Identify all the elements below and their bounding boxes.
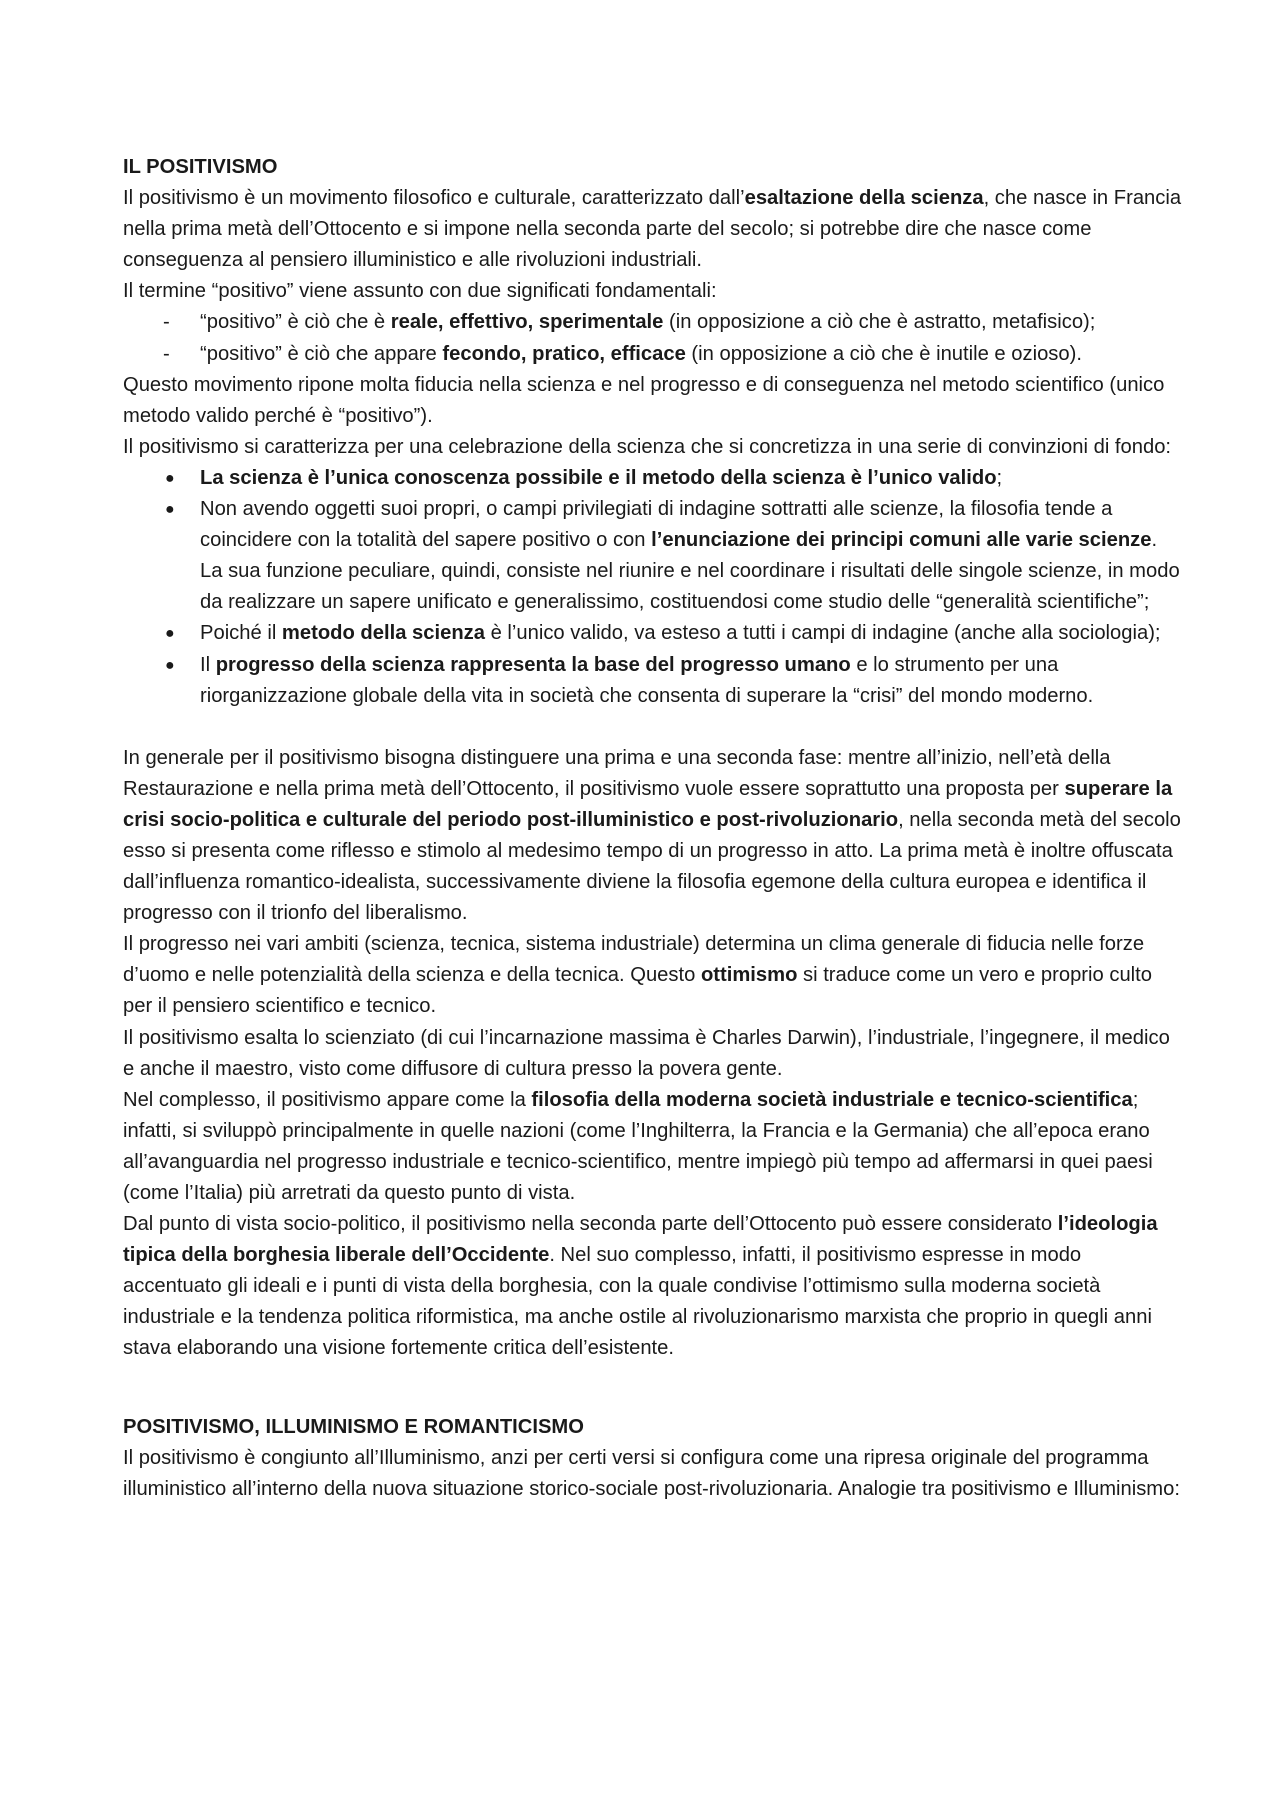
bold-text: l’ideologia tipica della borghesia liberale dell’Occidente [123,1213,1158,1267]
text-span: (in opposizione a ciò che è astratto, metafisico); [663,311,1096,334]
bullet-marker: ● [165,501,175,519]
text-span: Non avendo oggetti suoi propri, o campi privilegiati di indagine sottratti alle scienze, la filosofia tende a coincidere con la totalità del sapere positivo o con [200,498,1113,552]
bold-text: filosofia della moderna società industriale e tecnico-scientifica [531,1088,1133,1111]
document-page [123,152,1185,1505]
bold-text: l’enunciazione dei principi comuni alle varie scienze [651,529,1152,552]
text-span: , nella seconda metà del secolo esso si presenta come riflesso e stimolo al medesimo tempo di un progresso in atto. La prima metà è inoltre offuscata dall’influenza romantico-idealista, successivamente diviene la filosofia egemone della cultura europea e identifica il progresso con il trionfo del liberalismo. [123,808,1181,925]
bullet-marker: ● [165,656,175,674]
text-span: e lo strumento per una riorganizzazione globale della vita in società che consenta di superare la “crisi” del mondo moderno. [200,653,1094,707]
paragraph-termine: Il termine “positivo” viene assunto con due significati fondamentali: [123,280,717,303]
text-span: . Nel suo complesso, infatti, il positivismo espresse in modo accentuato gli ideali e i punti di vista della borghesia, con la quale condivise l’ottimismo sulla moderna società industriale e la tendenza politica riformistica, ma anche ostile al rivoluzionarismo marxista che proprio in quegli anni stava elaborando una visione fortemente critica dell’esistente. [123,1244,1152,1360]
section-title-illuminismo: POSITIVISMO, ILLUMINISMO E ROMANTICISMO [123,1415,584,1438]
text-span: Dal punto di vista socio-politico, il positivismo nella seconda parte dell’Ottocento può essere considerato [123,1213,1058,1236]
bold-text: metodo della scienza [281,622,485,645]
paragraph-scienziato: Il positivismo esalta lo scienziato (di cui l’incarnazione massima è Charles Darwin), l’industriale, l’ingegnere, il medico e anche il maestro, visto come diffusore di cultura presso la povera gente. [123,1026,1170,1080]
paragraph-sociopolitico [123,1209,1185,1364]
text-span: si traduce come un vero e proprio culto per il pensiero scientifico e tecnico. [123,964,1152,1018]
list-item [123,494,1185,618]
text-span: . La sua funzione peculiare, quindi, consiste nel riunire e nel coordinare i risultati delle singole scienze, in modo da realizzare un sapere unificato e generalissimo, costituendosi come studio delle “generalità scientifiche”; [200,529,1180,614]
paragraph-fasi [123,743,1185,930]
dash-marker: - [163,311,170,334]
text-span: (in opposizione a ciò che è inutile e ozioso). [685,342,1082,365]
paragraph-progresso [123,929,1185,1022]
list-item [123,339,1185,370]
bold-text: La scienza è l’unica conoscenza possibile e il metodo della scienza è l’unico valido [200,466,997,489]
bold-text: fecondo, pratico, efficace [442,342,686,365]
text-span: Il progresso nei vari ambiti (scienza, tecnica, sistema industriale) determina un clima generale di fiducia nelle forze d’uomo e nelle potenzialità della scienza e della tecnica. Questo [123,933,1145,987]
text-span: In generale per il positivismo bisogna distinguere una prima e una seconda fase: mentre all’inizio, nell’età della Restaurazione e nella prima metà dell’Ottocento, il positivismo vuole essere soprattutto una proposta per [123,746,1111,800]
list-item [123,463,1185,494]
bold-text: reale, effettivo, sperimentale [390,311,664,334]
bold-text: esaltazione della scienza [744,187,984,210]
meanings-list [123,307,1185,369]
list-item [123,650,1185,712]
bold-text: progresso della scienza rappresenta la base del progresso umano [215,653,851,676]
paragraph-complesso [123,1085,1185,1209]
paragraph-gap [123,712,1185,743]
text-span: Il [200,653,216,676]
text-span: Il positivismo è un movimento filosofico e culturale, caratterizzato dall’ [123,187,745,210]
convinzioni-list [123,463,1185,712]
text-span: , che nasce in Francia nella prima metà dell’Ottocento e si impone nella seconda parte del secolo; si potrebbe dire che nasce come conseguenza al pensiero illuministico e alle rivoluzioni industriali. [123,187,1182,272]
list-item [123,307,1185,338]
dash-marker: - [163,342,170,365]
text-span: ; [996,466,1003,489]
text-span: ; infatti, si sviluppò principalmente in quelle nazioni (come l’Inghilterra, la Francia e la Germania) che all’epoca erano all’avanguardia nel progresso industriale e tecnico-scientifico, mentre impiegò più tempo ad affermarsi in quei paesi (come l’Italia) più arretrati da questo punto di vista. [123,1088,1153,1204]
bold-text: superare la crisi socio-politica e culturale del periodo post-illuministico e post-rivoluzionario [123,777,1173,831]
text-span: Poiché il [200,622,282,645]
section-title-positivismo: IL POSITIVISMO [123,156,278,178]
text-span: “positivo” è ciò che è [200,311,391,334]
paragraph-fiducia: Questo movimento ripone molta fiducia nella scienza e nel progresso e di conseguenza nel metodo scientifico (unico metodo valido perché è “positivo”). [123,373,1165,427]
paragraph-analogie: Il positivismo è congiunto all’Illuminismo, anzi per certi versi si configura come una ripresa originale del programma illuministico all’interno della nuova situazione storico-sociale post-rivoluzionaria. Analogie tra positivismo e Illuminismo: [123,1446,1180,1500]
paragraph-celebrazione: Il positivismo si caratterizza per una celebrazione della scienza che si concretizza in una serie di convinzioni di fondo: [123,435,1172,458]
text-span: “positivo” è ciò che appare [200,342,443,365]
text-span: è l’unico valido, va esteso a tutti i campi di indagine (anche alla sociologia); [484,622,1161,645]
list-item [123,618,1185,649]
bullet-marker: ● [165,625,175,643]
paragraph-intro [123,183,1185,276]
bullet-marker: ● [165,469,175,487]
bold-text: ottimismo [700,964,798,987]
section-gap [123,1365,1185,1412]
text-span: Nel complesso, il positivismo appare come la [123,1088,532,1111]
